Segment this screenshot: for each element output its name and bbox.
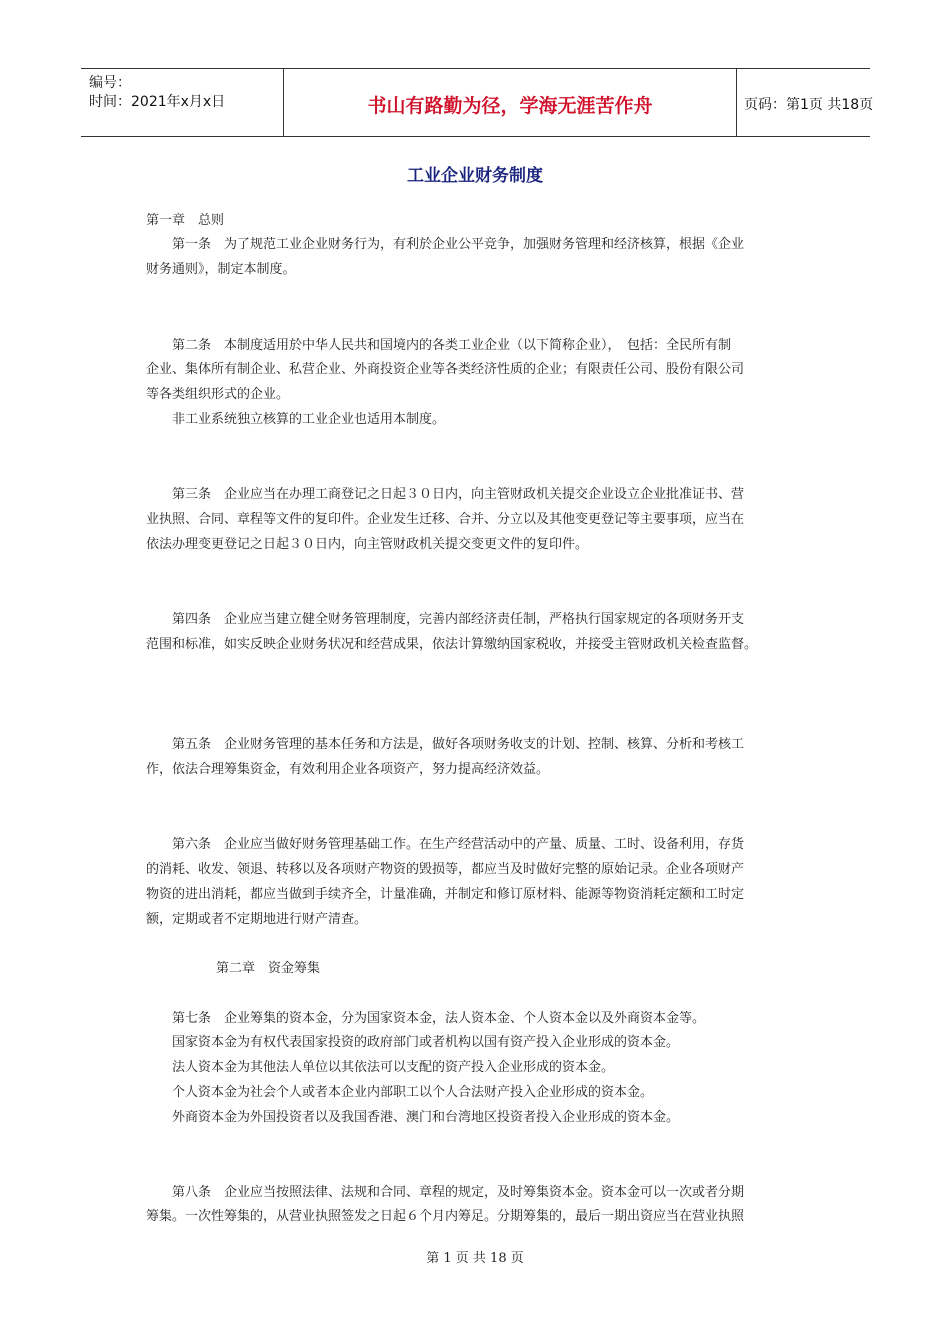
body-line: 等各类组织形式的企业。 xyxy=(146,387,290,402)
body-line: 的消耗、收发、领退、转移以及各项财产物资的毁损等，都应当及时做好完整的原始记录。企业各项财产 xyxy=(146,862,745,877)
body-line: 法人资本金为其他法人单位以其依法可以支配的资产投入企业形成的资本金。 xyxy=(172,1060,615,1075)
header-right-cell xyxy=(736,69,874,136)
body-line: 作，依法合理筹集资金，有效利用企业各项资产，努力提高经济效益。 xyxy=(146,762,550,777)
header-table xyxy=(81,68,874,137)
body-line: 第六条 企业应当做好财务管理基础工作。在生产经营活动中的产量、质量、工时、设备利用，存货 xyxy=(172,837,745,852)
body-line: 第八条 企业应当按照法律、法规和合同、章程的规定，及时筹集资本金。资本金可以一次或者分期 xyxy=(172,1185,745,1200)
page-code: 页码：第1页 共18页 xyxy=(744,97,874,113)
body-line: 第七条 企业筹集的资本金，分为国家资本金，法人资本金、个人资本金以及外商资本金等。 xyxy=(172,1011,706,1026)
body-line: 财务通则》，制定本制度。 xyxy=(146,262,296,277)
body-line: 第四条 企业应当建立健全财务管理制度，完善内部经济责任制，严格执行国家规定的各项财务开支 xyxy=(172,612,745,627)
body-line: 国家资本金为有权代表国家投资的政府部门或者机构以国有资产投入企业形成的资本金。 xyxy=(172,1035,680,1050)
body-line: 筹集。一次性筹集的，从营业执照签发之日起６个月内筹足。分期筹集的，最后一期出资应当在营业执照 xyxy=(146,1209,745,1224)
body-line: 业执照、合同、章程等文件的复印件。企业发生迁移、合并、分立以及其他变更登记等主要事项，应当在 xyxy=(146,512,745,527)
document-number-label: 编号： xyxy=(89,75,131,91)
document-date-label: 时间：2021年x月x日 xyxy=(89,94,226,110)
body-line: 第五条 企业财务管理的基本任务和方法是，做好各项财务收支的计划、控制、核算、分析和考核工 xyxy=(172,737,745,752)
body-line: 第二条 本制度适用於中华人民共和国境内的各类工业企业（以下简称企业）， 包括：全民所有制 xyxy=(172,338,732,353)
chapter-heading: 第二章 资金筹集 xyxy=(216,961,321,976)
page-footer: 第 1 页 共 18 页 xyxy=(426,1251,524,1266)
header-motto: 书山有路勤为径，学海无涯苦作舟 xyxy=(367,95,653,117)
body-line: 第一条 为了规范工业企业财务行为，有利於企业公平竞争，加强财务管理和经济核算，根据《企业 xyxy=(172,237,745,252)
body-line: 依法办理变更登记之日起３０日内，向主管财政机关提交变更文件的复印件。 xyxy=(146,537,589,552)
body-line: 第三条 企业应当在办理工商登记之日起３０日内，向主管财政机关提交企业设立企业批准证书、营 xyxy=(172,487,745,502)
chapter-heading: 第一章 总则 xyxy=(146,213,225,228)
header-middle-cell xyxy=(283,69,737,136)
body-line: 非工业系统独立核算的工业企业也适用本制度。 xyxy=(172,412,446,427)
body-line: 范围和标准，如实反映企业财务状况和经营成果，依法计算缴纳国家税收，并接受主管财政机关检查监督。 xyxy=(146,637,758,652)
body-line: 额，定期或者不定期地进行财产清查。 xyxy=(146,912,368,927)
document-title: 工业企业财务制度 xyxy=(407,166,543,186)
body-line: 个人资本金为社会个人或者本企业内部职工以个人合法财产投入企业形成的资本金。 xyxy=(172,1085,654,1100)
body-line: 外商资本金为外国投资者以及我国香港、澳门和台湾地区投资者投入企业形成的资本金。 xyxy=(172,1110,680,1125)
header-left-cell xyxy=(81,69,283,136)
body-line: 物资的进出消耗，都应当做到手续齐全，计量准确，并制定和修订原材料、能源等物资消耗定额和工时定 xyxy=(146,887,745,902)
body-line: 企业、集体所有制企业、私营企业、外商投资企业等各类经济性质的企业；有限责任公司、股份有限公司 xyxy=(146,362,745,377)
